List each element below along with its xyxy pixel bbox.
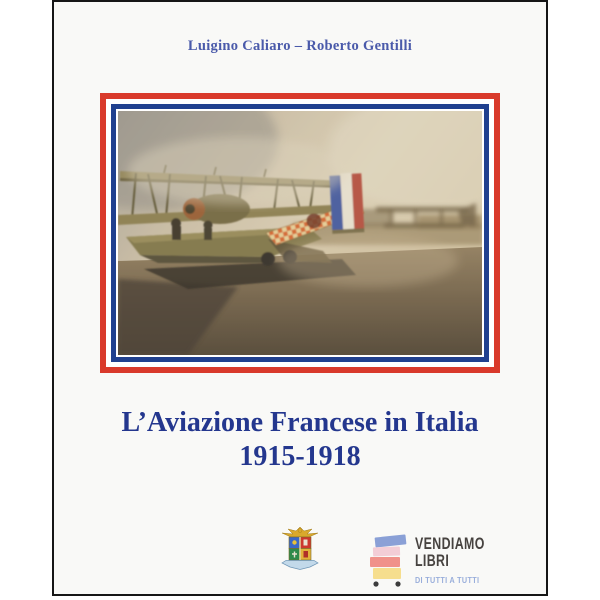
seller-logo-text (415, 533, 508, 594)
title-line-1: L’Aviazione Francese in Italia (121, 407, 479, 438)
seller-name-line1: VENDIAMO (415, 535, 485, 553)
title-line-2: 1915-1918 (239, 441, 361, 472)
book-stack-cart-icon (368, 533, 408, 594)
photo-frame-inner (111, 104, 489, 362)
photo-frame-outer (100, 93, 500, 373)
authors-line: Luigino Caliaro – Roberto Gentilli (187, 38, 413, 54)
book-cover (52, 0, 548, 596)
cover-photo-biplane (118, 111, 482, 355)
seller-logo (368, 533, 508, 594)
seller-name-line2: LIBRI (415, 552, 450, 570)
air-force-crest-icon (280, 526, 320, 577)
book-title (54, 406, 546, 474)
seller-tagline: DI TUTTI A TUTTI (415, 575, 480, 585)
